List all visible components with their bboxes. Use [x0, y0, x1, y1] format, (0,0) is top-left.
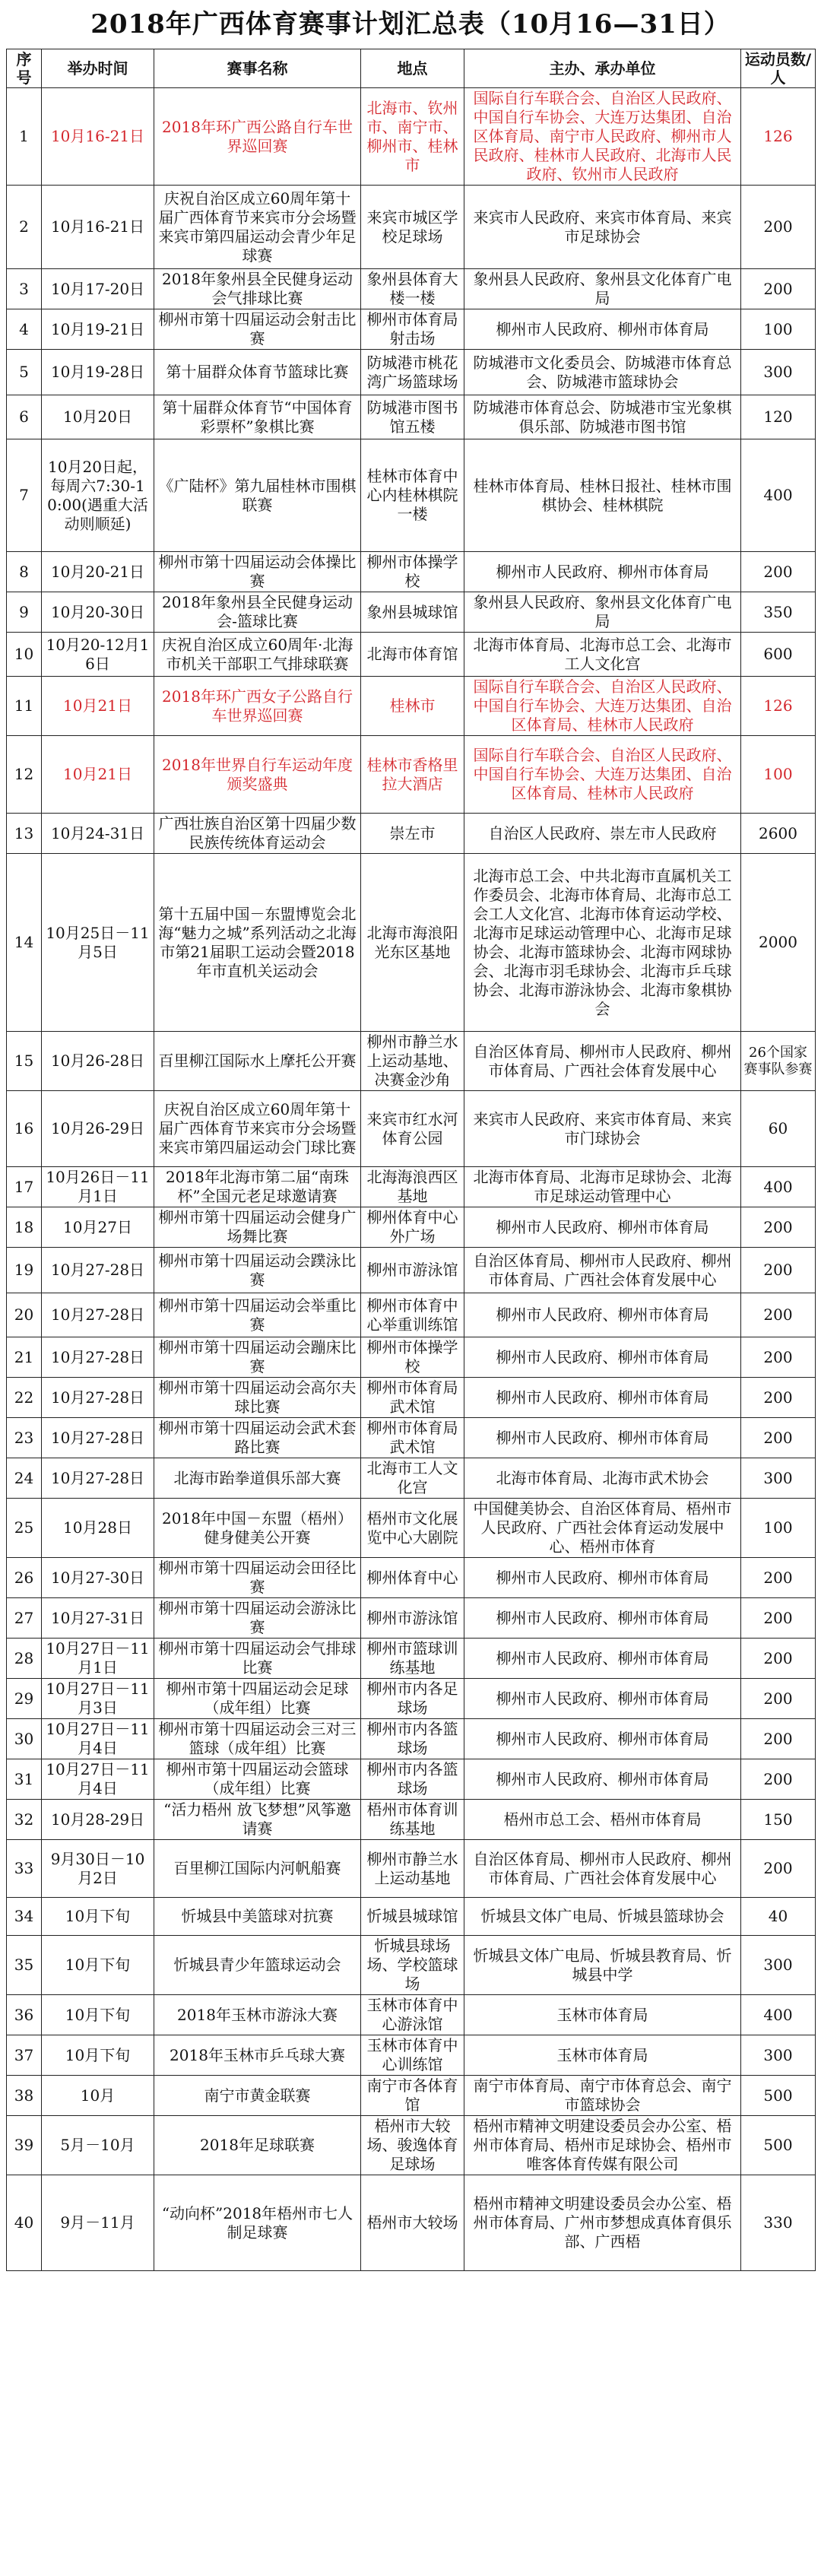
- cell-place: 柳州市篮球训练基地: [361, 1639, 464, 1679]
- cell-org: 忻城县文体广电局、忻城县教育局、忻城县中学: [464, 1936, 741, 1995]
- cell-place: 柳州市体操学校: [361, 1337, 464, 1378]
- cell-time: 10月下旬: [42, 1995, 154, 2035]
- cell-name: 第十届群众体育节“中国体育彩票杯”象棋比赛: [154, 395, 361, 439]
- cell-org: 自治区体育局、柳州市人民政府、柳州市体育局、广西社会体育发展中心: [464, 1248, 741, 1293]
- cell-no: 24: [7, 1458, 42, 1499]
- table-row: [7, 1995, 816, 2035]
- header-place: 地点: [361, 49, 464, 88]
- cell-no: 26: [7, 1558, 42, 1598]
- cell-name: 2018年玉林市游泳大赛: [154, 1995, 361, 2035]
- table-row: [7, 633, 816, 677]
- cell-count: 400: [741, 439, 816, 552]
- cell-time: 10月24-31日: [42, 814, 154, 854]
- cell-time: 10月16-21日: [42, 88, 154, 186]
- table-row: [7, 269, 816, 309]
- cell-name: 2018年足球联赛: [154, 2116, 361, 2175]
- cell-org: 象州县人民政府、象州县文化体育广电局: [464, 592, 741, 633]
- cell-no: 8: [7, 552, 42, 592]
- cell-name: 2018年世界自行车运动年度颁奖盛典: [154, 736, 361, 814]
- table-row: [7, 1337, 816, 1378]
- cell-org: 柳州市人民政府、柳州市体育局: [464, 552, 741, 592]
- cell-place: 柳州市静兰水上运动基地: [361, 1840, 464, 1898]
- cell-name: 庆祝自治区成立60周年第十届广西体育节来宾市分会场暨来宾市第四届运动会青少年足球赛: [154, 186, 361, 269]
- cell-place: 玉林市体育中心训练馆: [361, 2035, 464, 2076]
- table-row: [7, 88, 816, 186]
- cell-place: 柳州市静兰水上运动基地、决赛金沙角: [361, 1032, 464, 1091]
- cell-time: 10月20日: [42, 395, 154, 439]
- cell-time: 10月20-30日: [42, 592, 154, 633]
- cell-place: 防城港市桃花湾广场篮球场: [361, 350, 464, 395]
- cell-count: 200: [741, 186, 816, 269]
- cell-name: 2018年环广西女子公路自行车世界巡回赛: [154, 677, 361, 736]
- table-row: [7, 552, 816, 592]
- cell-place: 柳州市体育局武术馆: [361, 1378, 464, 1418]
- cell-time: 10月27日－11月1日: [42, 1639, 154, 1679]
- cell-count: 200: [741, 1679, 816, 1719]
- cell-time: 10月27-28日: [42, 1458, 154, 1499]
- cell-count: 300: [741, 1458, 816, 1499]
- cell-count: 400: [741, 1167, 816, 1207]
- page-title: 2018年广西体育赛事计划汇总表（10月16—31日）: [90, 9, 731, 40]
- cell-time: 10月27-28日: [42, 1293, 154, 1337]
- cell-org: 柳州市人民政府、柳州市体育局: [464, 1378, 741, 1418]
- cell-name: 柳州市第十四届运动会篮球（成年组）比赛: [154, 1759, 361, 1800]
- cell-no: 11: [7, 677, 42, 736]
- cell-name: 北海市跆拳道俱乐部大赛: [154, 1458, 361, 1499]
- cell-time: 9月－11月: [42, 2175, 154, 2271]
- cell-name: 2018年中国－东盟（梧州）健身健美公开赛: [154, 1499, 361, 1558]
- cell-place: 崇左市: [361, 814, 464, 854]
- cell-name: 百里柳江国际内河帆船赛: [154, 1840, 361, 1898]
- table-row: [7, 2175, 816, 2271]
- cell-name: 百里柳江国际水上摩托公开赛: [154, 1032, 361, 1091]
- cell-count: 126: [741, 677, 816, 736]
- cell-count: 350: [741, 592, 816, 633]
- cell-count: 600: [741, 633, 816, 677]
- table-row: [7, 1167, 816, 1207]
- cell-org: 柳州市人民政府、柳州市体育局: [464, 1293, 741, 1337]
- cell-name: 柳州市第十四届运动会武术套路比赛: [154, 1418, 361, 1458]
- cell-no: 2: [7, 186, 42, 269]
- cell-no: 10: [7, 633, 42, 677]
- table-row: [7, 1293, 816, 1337]
- table-row: [7, 1558, 816, 1598]
- cell-name: 柳州市第十四届运动会气排球比赛: [154, 1639, 361, 1679]
- cell-place: 柳州市游泳馆: [361, 1598, 464, 1639]
- cell-time: 10月20-21日: [42, 552, 154, 592]
- cell-place: 柳州市游泳馆: [361, 1248, 464, 1293]
- table-row: [7, 1378, 816, 1418]
- cell-name: 柳州市第十四届运动会举重比赛: [154, 1293, 361, 1337]
- cell-time: 10月21日: [42, 677, 154, 736]
- cell-place: 柳州市体育局武术馆: [361, 1418, 464, 1458]
- cell-no: 22: [7, 1378, 42, 1418]
- table-row: [7, 1418, 816, 1458]
- cell-no: 15: [7, 1032, 42, 1091]
- cell-org: 柳州市人民政府、柳州市体育局: [464, 1337, 741, 1378]
- cell-no: 6: [7, 395, 42, 439]
- cell-name: 《广陆杯》第九届桂林市围棋联赛: [154, 439, 361, 552]
- cell-no: 21: [7, 1337, 42, 1378]
- cell-org: 柳州市人民政府、柳州市体育局: [464, 1418, 741, 1458]
- cell-org: 国际自行车联合会、自治区人民政府、中国自行车协会、大连万达集团、自治区体育局、南宁市人民政府、柳州市人民政府、桂林市人民政府、北海市人民政府、钦州市人民政府: [464, 88, 741, 186]
- cell-place: 柳州市体育局射击场: [361, 309, 464, 350]
- cell-place: 南宁市各体育馆: [361, 2076, 464, 2116]
- cell-time: 10月27-30日: [42, 1558, 154, 1598]
- cell-org: 梧州市精神文明建设委员会办公室、梧州市体育局、广州市梦想成真体育俱乐部、广西梧: [464, 2175, 741, 2271]
- table-row: [7, 1091, 816, 1167]
- cell-org: 国际自行车联合会、自治区人民政府、中国自行车协会、大连万达集团、自治区体育局、桂林市人民政府: [464, 736, 741, 814]
- cell-org: 玉林市体育局: [464, 2035, 741, 2076]
- cell-time: 10月28-29日: [42, 1800, 154, 1840]
- cell-count: 500: [741, 2116, 816, 2175]
- cell-no: 13: [7, 814, 42, 854]
- cell-org: 柳州市人民政府、柳州市体育局: [464, 1558, 741, 1598]
- cell-org: 来宾市人民政府、来宾市体育局、来宾市门球协会: [464, 1091, 741, 1167]
- cell-time: 5月－10月: [42, 2116, 154, 2175]
- cell-place: 柳州市体育中心举重训练馆: [361, 1293, 464, 1337]
- header-name: 赛事名称: [154, 49, 361, 88]
- cell-place: 北海市海浪阳光东区基地: [361, 854, 464, 1032]
- cell-no: 5: [7, 350, 42, 395]
- cell-no: 38: [7, 2076, 42, 2116]
- table-row: [7, 2076, 816, 2116]
- cell-name: 柳州市第十四届运动会射击比赛: [154, 309, 361, 350]
- table-row: [7, 736, 816, 814]
- cell-count: 200: [741, 1840, 816, 1898]
- cell-place: 来宾市城区学校足球场: [361, 186, 464, 269]
- cell-name: “动向杯”2018年梧州市七人制足球赛: [154, 2175, 361, 2271]
- cell-time: 10月26-28日: [42, 1032, 154, 1091]
- cell-org: 中国健美协会、自治区体育局、梧州市人民政府、广西社会体育运动发展中心、梧州市体育: [464, 1499, 741, 1558]
- header-no: 序号: [7, 49, 42, 88]
- cell-org: 梧州市总工会、梧州市体育局: [464, 1800, 741, 1840]
- cell-no: 1: [7, 88, 42, 186]
- cell-count: 200: [741, 1639, 816, 1679]
- cell-time: 10月19-21日: [42, 309, 154, 350]
- table-row: [7, 1936, 816, 1995]
- cell-time: 10月27日－11月4日: [42, 1719, 154, 1759]
- cell-name: 柳州市第十四届运动会高尔夫球比赛: [154, 1378, 361, 1418]
- cell-place: 梧州市文化展览中心大剧院: [361, 1499, 464, 1558]
- cell-count: 2600: [741, 814, 816, 854]
- cell-time: 10月27-31日: [42, 1598, 154, 1639]
- cell-org: 柳州市人民政府、柳州市体育局: [464, 1598, 741, 1639]
- cell-no: 40: [7, 2175, 42, 2271]
- cell-org: 柳州市人民政府、柳州市体育局: [464, 1639, 741, 1679]
- table-row: [7, 439, 816, 552]
- table-row: [7, 1679, 816, 1719]
- cell-count: 60: [741, 1091, 816, 1167]
- cell-place: 来宾市红水河体育公园: [361, 1091, 464, 1167]
- header-time: 举办时间: [42, 49, 154, 88]
- cell-count: 330: [741, 2175, 816, 2271]
- cell-name: 忻城县青少年篮球运动会: [154, 1936, 361, 1995]
- cell-no: 18: [7, 1207, 42, 1248]
- cell-count: 300: [741, 350, 816, 395]
- cell-place: 忻城县球场场、学校篮球场: [361, 1936, 464, 1995]
- cell-time: 10月27-28日: [42, 1378, 154, 1418]
- cell-org: 防城港市体育总会、防城港市宝光象棋俱乐部、防城港市图书馆: [464, 395, 741, 439]
- cell-name: 2018年象州县全民健身运动会-篮球比赛: [154, 592, 361, 633]
- cell-no: 14: [7, 854, 42, 1032]
- cell-org: 防城港市文化委员会、防城港市体育总会、防城港市篮球协会: [464, 350, 741, 395]
- cell-no: 33: [7, 1840, 42, 1898]
- table-row: [7, 1207, 816, 1248]
- cell-place: 北海市工人文化宫: [361, 1458, 464, 1499]
- cell-place: 忻城县城球馆: [361, 1898, 464, 1936]
- cell-name: 第十五届中国－东盟博览会北海“魅力之城”系列活动之北海市第21届职工运动会暨2018年市直机关运动会: [154, 854, 361, 1032]
- cell-count: 120: [741, 395, 816, 439]
- cell-place: 柳州市内各篮球场: [361, 1719, 464, 1759]
- cell-place: 柳州体育中心外广场: [361, 1207, 464, 1248]
- cell-name: 第十届群众体育节篮球比赛: [154, 350, 361, 395]
- cell-count: 126: [741, 88, 816, 186]
- cell-no: 20: [7, 1293, 42, 1337]
- table-row: [7, 2035, 816, 2076]
- cell-name: 忻城县中美篮球对抗赛: [154, 1898, 361, 1936]
- cell-no: 35: [7, 1936, 42, 1995]
- table-body: [7, 88, 816, 2271]
- cell-name: 南宁市黄金联赛: [154, 2076, 361, 2116]
- cell-count: 400: [741, 1995, 816, 2035]
- cell-count: 2000: [741, 854, 816, 1032]
- cell-time: 10月20日起，每周六7:30-10:00(遇重大活动则顺延): [42, 439, 154, 552]
- cell-org: 忻城县文体广电局、忻城县篮球协会: [464, 1898, 741, 1936]
- table-row: [7, 1719, 816, 1759]
- cell-count: 200: [741, 1293, 816, 1337]
- cell-org: 来宾市人民政府、来宾市体育局、来宾市足球协会: [464, 186, 741, 269]
- cell-count: 200: [741, 269, 816, 309]
- cell-count: 200: [741, 552, 816, 592]
- cell-name: 庆祝自治区成立60周年第十届广西体育节来宾市分会场暨来宾市第四届运动会门球比赛: [154, 1091, 361, 1167]
- cell-no: 34: [7, 1898, 42, 1936]
- cell-name: 柳州市第十四届运动会田径比赛: [154, 1558, 361, 1598]
- table-row: [7, 186, 816, 269]
- cell-name: 广西壮族自治区第十四届少数民族传统体育运动会: [154, 814, 361, 854]
- cell-count: 200: [741, 1719, 816, 1759]
- cell-org: 北海市体育局、北海市武术协会: [464, 1458, 741, 1499]
- table-row: [7, 854, 816, 1032]
- cell-no: 30: [7, 1719, 42, 1759]
- cell-place: 柳州体育中心: [361, 1558, 464, 1598]
- cell-no: 39: [7, 2116, 42, 2175]
- table-row: [7, 1898, 816, 1936]
- cell-no: 7: [7, 439, 42, 552]
- cell-count: 200: [741, 1598, 816, 1639]
- cell-no: 28: [7, 1639, 42, 1679]
- cell-name: 柳州市第十四届运动会健身广场舞比赛: [154, 1207, 361, 1248]
- cell-name: 柳州市第十四届运动会体操比赛: [154, 552, 361, 592]
- table-row: [7, 309, 816, 350]
- cell-no: 16: [7, 1091, 42, 1167]
- cell-time: 10月下旬: [42, 1936, 154, 1995]
- cell-org: 柳州市人民政府、柳州市体育局: [464, 1719, 741, 1759]
- cell-time: 10月17-20日: [42, 269, 154, 309]
- cell-time: 10月27日－11月4日: [42, 1759, 154, 1800]
- cell-count: 200: [741, 1558, 816, 1598]
- table-row: [7, 1598, 816, 1639]
- cell-time: 10月27-28日: [42, 1337, 154, 1378]
- cell-count: 300: [741, 1936, 816, 1995]
- cell-place: 梧州市大较场、骏逸体育足球场: [361, 2116, 464, 2175]
- cell-org: 柳州市人民政府、柳州市体育局: [464, 309, 741, 350]
- cell-no: 12: [7, 736, 42, 814]
- table-row: [7, 592, 816, 633]
- cell-place: 柳州市体操学校: [361, 552, 464, 592]
- cell-name: 柳州市第十四届运动会蹼泳比赛: [154, 1248, 361, 1293]
- cell-place: 桂林市体育中心内桂林棋院一楼: [361, 439, 464, 552]
- cell-count: 100: [741, 1499, 816, 1558]
- cell-org: 北海市体育局、北海市总工会、北海市工人文化宫: [464, 633, 741, 677]
- cell-no: 9: [7, 592, 42, 633]
- cell-time: 10月: [42, 2076, 154, 2116]
- cell-place: 北海海浪西区基地: [361, 1167, 464, 1207]
- cell-org: 柳州市人民政府、柳州市体育局: [464, 1759, 741, 1800]
- cell-count: 200: [741, 1378, 816, 1418]
- cell-time: 10月20-12月16日: [42, 633, 154, 677]
- cell-place: 柳州市内各篮球场: [361, 1759, 464, 1800]
- cell-time: 10月27-28日: [42, 1418, 154, 1458]
- cell-count: 500: [741, 2076, 816, 2116]
- table-row: [7, 350, 816, 395]
- cell-count: 200: [741, 1248, 816, 1293]
- cell-no: 4: [7, 309, 42, 350]
- cell-org: 桂林市体育局、桂林日报社、桂林市围棋协会、桂林棋院: [464, 439, 741, 552]
- cell-time: 10月27日: [42, 1207, 154, 1248]
- cell-name: “活力梧州 放飞梦想”风筝邀请赛: [154, 1800, 361, 1840]
- cell-no: 27: [7, 1598, 42, 1639]
- cell-no: 3: [7, 269, 42, 309]
- table-row: [7, 814, 816, 854]
- table-row: [7, 1032, 816, 1091]
- cell-place: 桂林市香格里拉大酒店: [361, 736, 464, 814]
- cell-no: 19: [7, 1248, 42, 1293]
- cell-time: 10月27-28日: [42, 1248, 154, 1293]
- cell-name: 2018年玉林市乒乓球大赛: [154, 2035, 361, 2076]
- cell-org: 玉林市体育局: [464, 1995, 741, 2035]
- cell-place: 象州县体育大楼一楼: [361, 269, 464, 309]
- cell-time: 10月19-28日: [42, 350, 154, 395]
- cell-org: 象州县人民政府、象州县文化体育广电局: [464, 269, 741, 309]
- cell-place: 北海市体育馆: [361, 633, 464, 677]
- cell-time: 10月下旬: [42, 1898, 154, 1936]
- cell-place: 桂林市: [361, 677, 464, 736]
- cell-place: 梧州市大较场: [361, 2175, 464, 2271]
- cell-org: 柳州市人民政府、柳州市体育局: [464, 1207, 741, 1248]
- cell-count: 40: [741, 1898, 816, 1936]
- cell-name: 柳州市第十四届运动会游泳比赛: [154, 1598, 361, 1639]
- cell-time: 10月26-29日: [42, 1091, 154, 1167]
- cell-org: 南宁市体育局、南宁市体育总会、南宁市篮球协会: [464, 2076, 741, 2116]
- cell-name: 柳州市第十四届运动会蹦床比赛: [154, 1337, 361, 1378]
- cell-name: 2018年象州县全民健身运动会气排球比赛: [154, 269, 361, 309]
- cell-count: 26个国家赛事队参赛: [741, 1032, 816, 1091]
- header-count: 运动员数/人: [741, 49, 816, 88]
- cell-org: 柳州市人民政府、柳州市体育局: [464, 1679, 741, 1719]
- cell-org: 梧州市精神文明建设委员会办公室、梧州市体育局、梧州市足球协会、梧州市唯客体育传媒有限公司: [464, 2116, 741, 2175]
- cell-time: 10月28日: [42, 1499, 154, 1558]
- table-row: [7, 1248, 816, 1293]
- cell-count: 200: [741, 1759, 816, 1800]
- cell-place: 象州县城球馆: [361, 592, 464, 633]
- table-row: [7, 1458, 816, 1499]
- cell-org: 国际自行车联合会、自治区人民政府、中国自行车协会、大连万达集团、自治区体育局、桂林市人民政府: [464, 677, 741, 736]
- cell-name: 柳州市第十四届运动会足球（成年组）比赛: [154, 1679, 361, 1719]
- cell-time: 9月30日－10月2日: [42, 1840, 154, 1898]
- cell-place: 柳州市内各足球场: [361, 1679, 464, 1719]
- header-org: 主办、承办单位: [464, 49, 741, 88]
- cell-org: 自治区体育局、柳州市人民政府、柳州市体育局、广西社会体育发展中心: [464, 1032, 741, 1091]
- cell-no: 31: [7, 1759, 42, 1800]
- cell-name: 2018年环广西公路自行车世界巡回赛: [154, 88, 361, 186]
- cell-name: 庆祝自治区成立60周年·北海市机关干部职工气排球联赛: [154, 633, 361, 677]
- cell-place: 玉林市体育中心游泳馆: [361, 1995, 464, 2035]
- cell-no: 37: [7, 2035, 42, 2076]
- cell-no: 32: [7, 1800, 42, 1840]
- cell-count: 150: [741, 1800, 816, 1840]
- cell-time: 10月21日: [42, 736, 154, 814]
- table-row: [7, 1800, 816, 1840]
- cell-name: 2018年北海市第二届“南珠杯”全国元老足球邀请赛: [154, 1167, 361, 1207]
- cell-time: 10月下旬: [42, 2035, 154, 2076]
- cell-count: 200: [741, 1207, 816, 1248]
- cell-no: 17: [7, 1167, 42, 1207]
- events-table: [6, 49, 816, 2271]
- cell-org: 自治区体育局、柳州市人民政府、柳州市体育局、广西社会体育发展中心: [464, 1840, 741, 1898]
- table-row: [7, 2116, 816, 2175]
- cell-time: 10月26日－11月1日: [42, 1167, 154, 1207]
- cell-time: 10月16-21日: [42, 186, 154, 269]
- cell-org: 北海市体育局、北海市足球协会、北海市足球运动管理中心: [464, 1167, 741, 1207]
- cell-place: 梧州市体育训练基地: [361, 1800, 464, 1840]
- cell-name: 柳州市第十四届运动会三对三篮球（成年组）比赛: [154, 1719, 361, 1759]
- table-row: [7, 395, 816, 439]
- cell-place: 防城港市图书馆五楼: [361, 395, 464, 439]
- cell-count: 200: [741, 1418, 816, 1458]
- cell-count: 200: [741, 1337, 816, 1378]
- cell-no: 36: [7, 1995, 42, 2035]
- table-row: [7, 1499, 816, 1558]
- cell-count: 100: [741, 309, 816, 350]
- cell-no: 23: [7, 1418, 42, 1458]
- cell-count: 100: [741, 736, 816, 814]
- table-row: [7, 1840, 816, 1898]
- cell-no: 29: [7, 1679, 42, 1719]
- cell-no: 25: [7, 1499, 42, 1558]
- table-row: [7, 677, 816, 736]
- table-row: [7, 1639, 816, 1679]
- header-row: [7, 49, 816, 88]
- cell-count: 300: [741, 2035, 816, 2076]
- cell-org: 北海市总工会、中共北海市直属机关工作委员会、北海市体育局、北海市总工会工人文化宫、北海市体育运动学校、北海市足球运动管理中心、北海市足球协会、北海市篮球协会、北海市网球协会、北海市羽毛球协会、北海市乒乓球协会、北海市游泳协会、北海市象棋协会: [464, 854, 741, 1032]
- table-row: [7, 1759, 816, 1800]
- cell-place: 北海市、钦州市、南宁市、柳州市、桂林市: [361, 88, 464, 186]
- cell-org: 自治区人民政府、崇左市人民政府: [464, 814, 741, 854]
- cell-time: 10月27日－11月3日: [42, 1679, 154, 1719]
- cell-time: 10月25日－11月5日: [42, 854, 154, 1032]
